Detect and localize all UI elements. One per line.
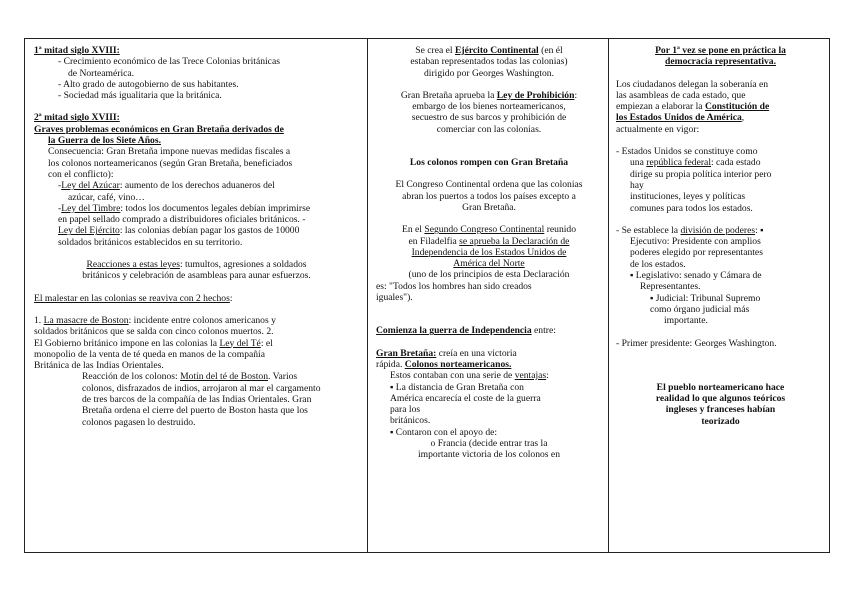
column-middle bbox=[368, 39, 609, 552]
const-line: empiezan a elaborar la Constitución de bbox=[616, 101, 770, 113]
paragraph-line: El Congreso Continental ordena que las colonias bbox=[395, 179, 583, 191]
paragraph-line: como órgano judicial más bbox=[650, 303, 750, 315]
term: Gran Bretaña: bbox=[376, 347, 437, 359]
paragraph-line: de tres barcos de la compañía de las Indias Orientales. Gran bbox=[82, 394, 312, 406]
prohibicion-line: Gran Bretaña aprueba la Ley de Prohibición: bbox=[400, 89, 578, 101]
heading-second-half: 2ª mitad siglo XVIII: bbox=[34, 112, 120, 124]
paragraph-line: colonos pagasen lo destruido. bbox=[82, 416, 196, 428]
paragraph-line: Británica de las Indias Orientales. bbox=[34, 360, 164, 372]
section-title: Los colonos rompen con Gran Bretaña bbox=[409, 157, 569, 169]
law-term: Ley del Azúcar bbox=[61, 180, 120, 192]
term: Comienza la guerra de Independencia bbox=[376, 325, 532, 337]
paragraph-line: Bretaña ordena el cierre del puerto de Boston hasta que los bbox=[82, 405, 308, 417]
paragraph-line: (uno de los principios de esta Declaración bbox=[408, 269, 570, 281]
term: La masacre de Boston bbox=[43, 314, 129, 326]
const-line-2: los Estados Unidos de América, bbox=[616, 112, 745, 124]
malestar-heading: El malestar en las colonias se reaviva con 2 hechos: bbox=[34, 292, 233, 304]
paragraph-line: es: "Todos los hombres han sido creados bbox=[376, 280, 532, 292]
paragraph-line: británicos y celebración de asambleas para aunar esfuerzos. bbox=[82, 270, 311, 282]
paragraph-line: Gran Bretaña. bbox=[462, 201, 516, 213]
paragraph-line: en papel sellado comprado a distribuidores oficiales británicos. - bbox=[58, 214, 306, 226]
column-left bbox=[25, 39, 368, 552]
paragraph-line: soldados británicos establecidos en su territorio. bbox=[58, 236, 243, 248]
list-item: ▪ La distancia de Gran Bretaña con bbox=[390, 381, 524, 393]
law-ejercito: Ley del Ejército: las colonias debían pagar los gastos de 10000 bbox=[58, 225, 300, 237]
paragraph-line: embargo de los bienes norteamericanos, bbox=[412, 101, 566, 113]
problems-title-cont: la Guerra de los Siete Años. bbox=[48, 135, 161, 147]
term: los Estados Unidos de América bbox=[616, 112, 742, 124]
term: ventajas bbox=[514, 370, 547, 382]
paragraph-line: Independencia de los Estados Unidos de bbox=[411, 246, 567, 258]
paragraph-line: hay bbox=[630, 179, 644, 191]
paragraph-line: Consecuencia: Gran Bretaña impone nuevas medidas fiscales a bbox=[48, 146, 291, 158]
spacer bbox=[616, 68, 825, 79]
spacer bbox=[616, 135, 825, 146]
spacer bbox=[376, 314, 602, 325]
paragraph-line: dirigido por Georges Washington. bbox=[424, 67, 554, 79]
segundo-line: En el Segundo Congreso Continental reunido bbox=[401, 224, 577, 236]
list-item: - Sociedad más igualitaria que la británica. bbox=[58, 90, 222, 102]
term: Ley de Prohibición bbox=[496, 89, 575, 101]
gb-line: Gran Bretaña: creía en una victoria bbox=[376, 347, 517, 359]
spacer bbox=[34, 101, 359, 112]
closing-line: El pueblo norteamericano hace bbox=[656, 381, 785, 393]
list-item: América encarecía el coste de la guerra bbox=[390, 392, 541, 404]
paragraph-line: - Estados Unidos se constituye como bbox=[616, 146, 758, 158]
list-item: - Alto grado de autogobierno de sus habitantes. bbox=[58, 78, 239, 90]
paragraph-line: colonos, disfrazados de indios, arrojaron al mar el cargamento bbox=[82, 382, 321, 394]
paragraph-line: las asambleas de cada estado, que bbox=[616, 89, 746, 101]
segundo-line-2: en Filadelfia se aprueba la Declaración de bbox=[408, 235, 570, 247]
spacer bbox=[376, 168, 602, 179]
paragraph-line: Representantes. bbox=[640, 281, 701, 293]
term: división de poderes bbox=[680, 224, 756, 236]
term: Ejército Continental bbox=[454, 45, 539, 56]
law-azucar: -Ley del Azúcar: aumento de los derechos aduaneros del bbox=[58, 180, 275, 192]
paragraph-line: poderes elegido por representantes bbox=[630, 247, 763, 259]
ejercito-line: Se crea el Ejército Continental (en él bbox=[415, 45, 563, 56]
paragraph-line: monopolio de la venta de té queda en manos de la compañía bbox=[34, 348, 265, 360]
spacer bbox=[376, 146, 602, 157]
paragraph-line: soldados británicos que se salda con cinco colonos muertos. 2. bbox=[34, 326, 274, 338]
paragraph-line: estaban representados todas las colonias) bbox=[410, 56, 568, 68]
spacer bbox=[376, 79, 602, 90]
reacciones-line: Reacciones a estas leyes: tumultos, agresiones a soldados bbox=[86, 259, 307, 271]
paragraph-line: los colonos norteamericanos (según Gran Bretaña, beneficiados bbox=[48, 157, 293, 169]
spacer bbox=[376, 303, 602, 314]
spacer bbox=[616, 371, 825, 382]
paragraph-line: con el conflicto): bbox=[48, 168, 114, 180]
paragraph-line: secuestro de sus barcos y prohibición de bbox=[411, 112, 567, 124]
spacer bbox=[616, 349, 825, 360]
term: Segundo Congreso Continental bbox=[424, 224, 545, 236]
term: Constitución de bbox=[704, 101, 770, 113]
list-item: británicos. bbox=[390, 415, 431, 427]
paragraph-line: actualmente en vigor: bbox=[616, 123, 700, 135]
spacer bbox=[376, 213, 602, 224]
list-item: o Francia (decide entrar tras la bbox=[430, 438, 548, 450]
list-item: ▪ Contaron con el apoyo de: bbox=[390, 426, 498, 438]
te-line: El Gobierno británico impone en las colonias la Ley del Té: el bbox=[34, 337, 273, 349]
paragraph-line: abran los puertos a todos los países excepto a bbox=[402, 190, 576, 202]
ventajas-line: Estos contaban con una serie de ventajas: bbox=[390, 370, 549, 382]
division-line: - Se establece la división de poderes: ▪ bbox=[616, 224, 764, 236]
law-term: Ley del Ejército bbox=[58, 225, 120, 237]
list-item: importante victoria de los colonos en bbox=[417, 449, 560, 461]
list-item: ▪ Legislativo: senado y Cámara de bbox=[630, 270, 762, 282]
paragraph-line: Los ciudadanos delegan la soberanía en bbox=[616, 78, 769, 90]
paragraph-line: iguales"). bbox=[376, 292, 413, 304]
list-item: - Crecimiento económico de las Trece Colonias británicas bbox=[58, 56, 280, 68]
list-item: ▪ Judicial: Tribunal Supremo bbox=[650, 292, 761, 304]
heading-first-half: 1ª mitad siglo XVIII: bbox=[34, 45, 120, 56]
term: república federal bbox=[646, 157, 711, 169]
spacer bbox=[34, 282, 359, 293]
closing-line: ingleses y franceses habían bbox=[665, 404, 776, 416]
paragraph-line: - Primer presidente: Georges Washington. bbox=[616, 337, 777, 349]
term: Reacciones a estas leyes bbox=[86, 259, 180, 271]
term: Ley del Té bbox=[219, 337, 261, 349]
paragraph-line: comunes para todos los estados. bbox=[630, 202, 753, 214]
reaccion-line: Reacción de los colonos: Motín del té de Boston. Varios bbox=[82, 371, 298, 383]
paragraph-line: azúcar, café, vino… bbox=[68, 191, 145, 203]
spacer bbox=[34, 248, 359, 259]
paragraph-line: instituciones, leyes y políticas bbox=[630, 191, 746, 203]
closing-line: teorizado bbox=[701, 415, 740, 427]
section-title: democracia representativa. bbox=[664, 56, 776, 68]
law-timbre: -Ley del Timbre: todos los documentos legales debían imprimirse bbox=[58, 202, 311, 214]
list-item: de Norteamérica. bbox=[68, 67, 135, 79]
spacer bbox=[34, 304, 359, 315]
paragraph-line: comerciar con las colonias. bbox=[436, 123, 542, 135]
term: Motín del té de Boston bbox=[180, 371, 268, 383]
colonos-line: rápida. Colonos norteamericanos. bbox=[376, 358, 512, 370]
term: Colonos norteamericanos. bbox=[404, 358, 512, 370]
list-item: para los bbox=[390, 404, 421, 416]
law-term: Ley del Timbre bbox=[61, 202, 121, 214]
spacer bbox=[376, 337, 602, 348]
paragraph-line: Ejecutivo: Presidente con amplios bbox=[630, 236, 761, 248]
section-title: Por 1ª vez se pone en práctica la bbox=[655, 45, 786, 56]
problems-title: Graves problemas económicos en Gran Bretaña derivados de bbox=[34, 123, 284, 135]
paragraph-line: importante. bbox=[664, 315, 708, 327]
document-sheet bbox=[24, 38, 830, 553]
spacer bbox=[616, 327, 825, 338]
boston-line: 1. La masacre de Boston: incidente entre colonos americanos y bbox=[34, 314, 276, 326]
paragraph-line: de los estados. bbox=[630, 258, 686, 270]
paragraph-line: dirige su propia política interior pero bbox=[630, 168, 772, 180]
spacer bbox=[616, 360, 825, 371]
paragraph-line: América del Norte bbox=[453, 258, 525, 270]
closing-line: realidad lo que algunos teóricos bbox=[655, 393, 786, 405]
spacer bbox=[376, 135, 602, 146]
column-right bbox=[609, 39, 829, 552]
eeuu-line: una república federal: cada estado bbox=[630, 157, 761, 169]
guerra-heading: Comienza la guerra de Independencia entre: bbox=[376, 325, 556, 337]
spacer bbox=[616, 214, 825, 225]
